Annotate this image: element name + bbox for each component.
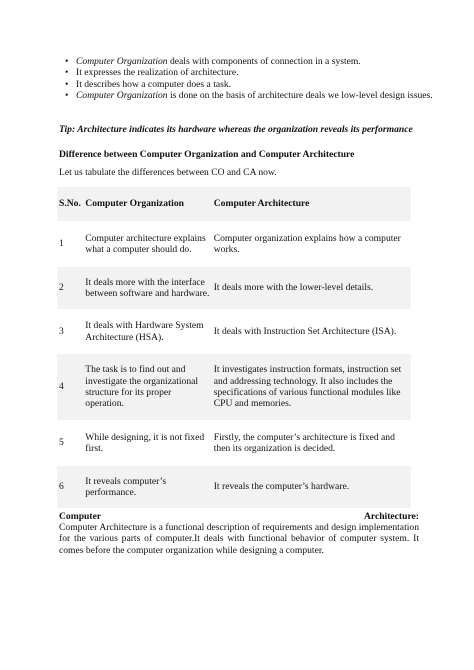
cell-organization: While designing, it is not fixed first. <box>85 431 205 454</box>
bottom-heading <box>59 511 419 522</box>
bullet-emphasis: Computer Organization <box>76 56 168 67</box>
bullet-text: It expresses the realization of architecture. <box>76 67 239 79</box>
cell-organization: It deals more with the interface between software and hardware. <box>85 276 210 299</box>
tip-text: Tip: Architecture indicates its hardware whereas the organization reveals its performance <box>59 124 413 135</box>
table-row <box>57 354 411 420</box>
intro-text: Let us tabulate the differences between CO and CA now. <box>59 167 277 178</box>
bullet-text: is done on the basis of architecture deals we low-level design issues. <box>167 90 433 102</box>
cell-sno: 1 <box>59 238 64 250</box>
cell-organization: The task is to find out and investigate the organizational structure for its proper operation. <box>85 364 199 410</box>
cell-sno: 5 <box>59 437 64 449</box>
cell-sno: 6 <box>59 481 64 493</box>
bullet-emphasis: Computer Organization <box>76 90 168 102</box>
table-row <box>57 221 411 267</box>
bullet-text: deals with components of connection in a system. <box>167 56 361 67</box>
bullet-text: It describes how a computer does a task. <box>76 78 232 90</box>
section-heading: Difference between Computer Organization and Computer Architecture <box>59 149 355 160</box>
bullet-item <box>76 79 436 90</box>
bullet-list <box>60 56 436 102</box>
table-row <box>57 420 411 466</box>
cell-architecture: Firstly, the computer’s architecture is fixed and then its organization is decided. <box>213 431 395 454</box>
table-header-row <box>57 187 411 221</box>
cell-architecture: It deals with Instruction Set Architecture (ISA). <box>213 325 397 337</box>
cell-organization: It reveals computer’s performance. <box>85 475 167 498</box>
cell-architecture: It deals more with the lower-level details. <box>213 282 374 294</box>
header-architecture: Computer Architecture <box>213 198 310 210</box>
cell-sno: 2 <box>59 282 64 294</box>
header-sno: S.No. <box>59 198 81 210</box>
cell-organization: It deals with Hardware System Architecture (HSA). <box>85 320 204 343</box>
header-organization: Computer Organization <box>85 198 184 210</box>
cell-architecture: Computer organization explains how a computer works. <box>213 232 401 255</box>
bullet-item <box>76 90 436 101</box>
cell-organization: Computer architecture explains what a computer should do. <box>85 232 206 255</box>
table-row <box>57 309 411 354</box>
comparison-table <box>57 187 411 508</box>
cell-architecture: It reveals the computer’s hardware. <box>213 481 350 493</box>
cell-sno: 3 <box>59 325 64 337</box>
bullet-item <box>76 56 436 67</box>
table-row <box>57 267 411 309</box>
cell-sno: 4 <box>59 381 64 393</box>
bottom-heading-left: Computer <box>59 511 102 522</box>
bullet-item <box>76 67 436 78</box>
table-row <box>57 466 411 508</box>
bottom-paragraph: Computer Architecture is a functional description of requirements and design implementation for the various parts of computer.It deals with functional behavior of computer system. It comes before the computer organization while designing a computer. <box>59 522 419 556</box>
cell-architecture: It investigates instruction formats, instruction set and addressing technology. It also includes the specifications of various functional modules like CPU and memories. <box>213 364 402 410</box>
bottom-heading-right: Architecture: <box>363 511 419 522</box>
